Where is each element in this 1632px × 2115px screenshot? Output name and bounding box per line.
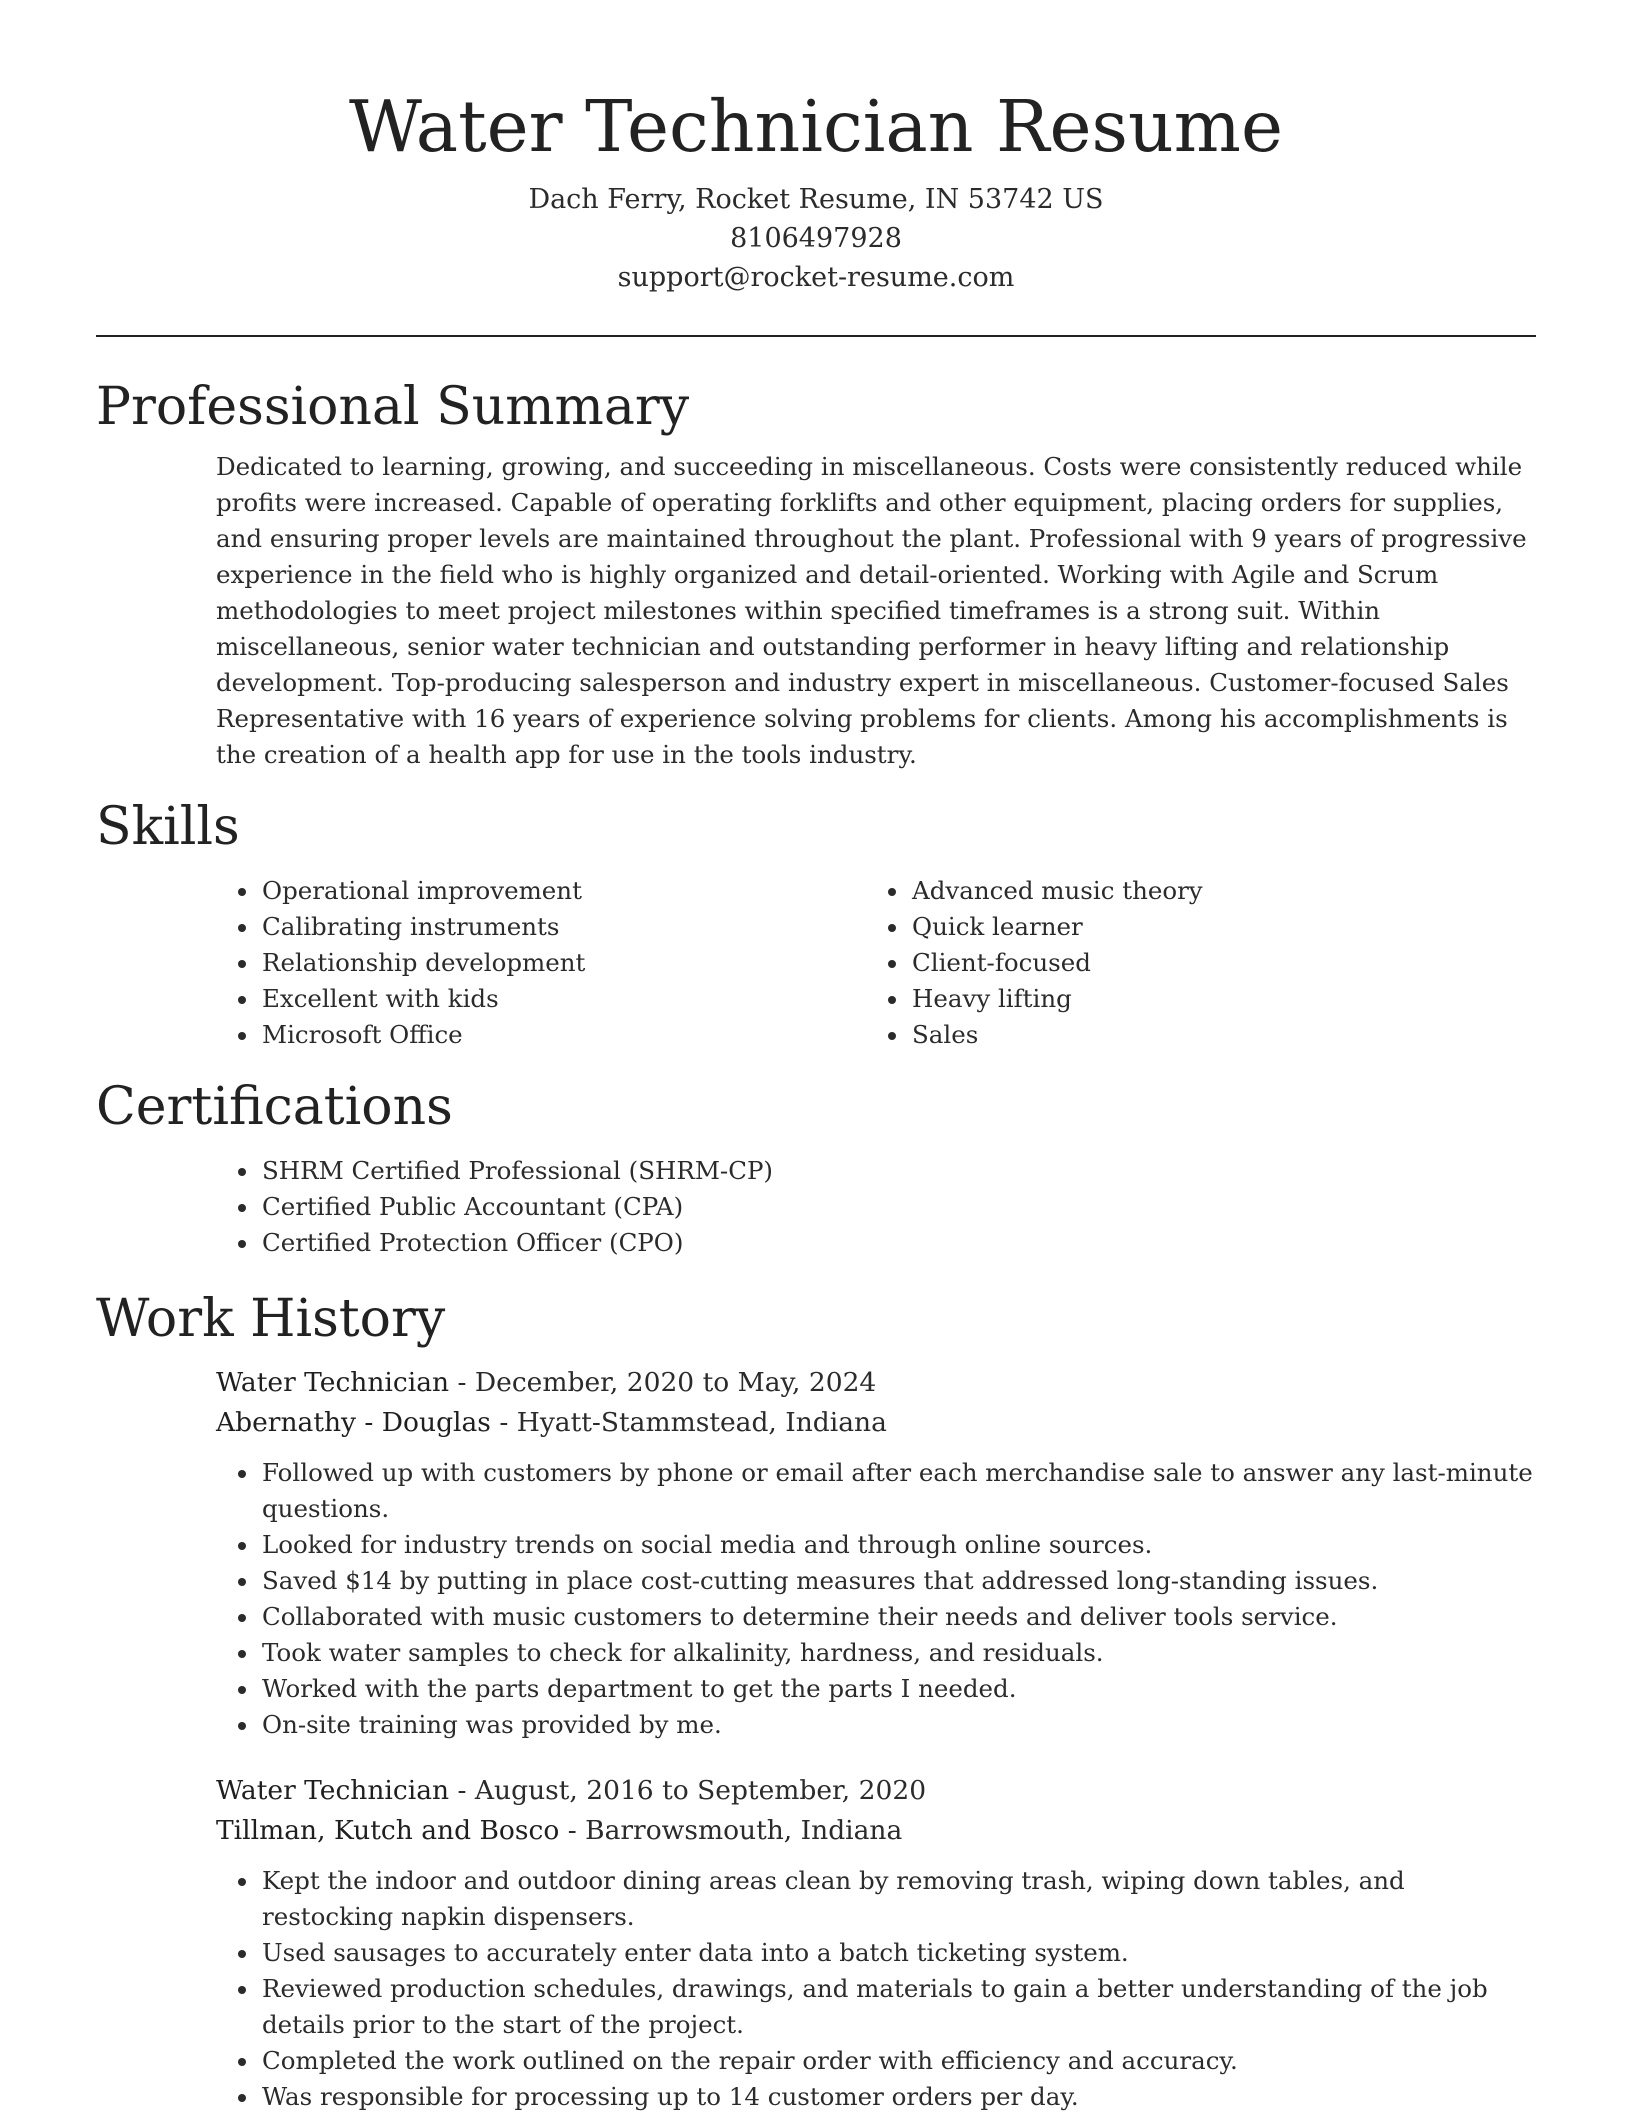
job-company-line — [216, 1403, 1536, 1443]
job-entry — [96, 1363, 1536, 1743]
skills-list-left — [0, 873, 746, 1053]
certifications-section — [96, 1075, 1536, 1261]
summary-section — [96, 375, 1536, 773]
job-dates: - December, 2020 to May, 2024 — [449, 1367, 877, 1398]
work-history-heading: Work History — [96, 1289, 446, 1349]
resume-title: Water Technician Resume — [348, 85, 1284, 168]
job-title: Water Technician — [216, 1775, 450, 1806]
skills-list-right — [746, 873, 1346, 1053]
skills-grid — [96, 873, 1536, 1053]
job-title-line — [216, 1771, 1536, 1811]
certifications-list — [96, 1153, 1536, 1261]
job-company-line — [216, 1811, 1536, 1851]
summary-text: Dedicated to learning, growing, and succeeding in miscellaneous. Costs were consistently reduced while profits were increased. Capable of operating forklifts and other equipment, placing orders for supplies, and ensuring proper levels are maintained throughout the plant. Professional with 9 years of progressive experience in the field who is highly organized and detail-oriented. Working with Agile and Scrum methodologies to meet project milestones within specified timeframes is a strong suit. Within miscellaneous, senior water technician and outstanding performer in heavy lifting and relationship development. Top-producing salesperson and industry expert in miscellaneous. Customer-focused Sales Representative with 16 years of experience solving problems for clients. Among his accomplishments is the creation of a health app for use in the tools industry. — [216, 452, 1527, 769]
job-duty-item: • Saved $14 by putting in place cost-cutting measures that addressed long-standing issues. — [260, 1563, 1536, 1599]
certification-item: • Certified Public Accountant (CPA) — [260, 1189, 1536, 1225]
skill-item: • Calibrating instruments — [260, 909, 746, 945]
job-location: - Hyatt-Stammstead, Indiana — [490, 1407, 887, 1438]
job-duty-item: • Collaborated with music customers to determine their needs and deliver tools service. — [260, 1599, 1536, 1635]
job-duties-list — [96, 1863, 1536, 2115]
job-duty-item: • Followed up with customers by phone or email after each merchandise sale to answer any last-minute questions. — [260, 1455, 1536, 1527]
skill-item: • Microsoft Office — [260, 1017, 746, 1053]
job-duty-item: • On-site training was provided by me. — [260, 1707, 1536, 1743]
skill-item: • Client-focused — [910, 945, 1346, 981]
skills-column-left — [0, 873, 746, 1053]
skill-item: • Advanced music theory — [910, 873, 1346, 909]
resume-header — [0, 0, 1632, 297]
job-title: Water Technician — [216, 1367, 450, 1398]
job-duty-item: • Looked for industry trends on social media and through online sources. — [260, 1527, 1536, 1563]
job-company: Tillman, Kutch and Bosco — [216, 1815, 560, 1846]
skills-column-right — [746, 873, 1346, 1053]
skill-item: • Sales — [910, 1017, 1346, 1053]
header-divider — [96, 335, 1536, 337]
contact-address: Dach Ferry, Rocket Resume, IN 53742 US — [528, 184, 1104, 215]
skill-item: • Relationship development — [260, 945, 746, 981]
job-duty-item: • Took water samples to check for alkalinity, hardness, and residuals. — [260, 1635, 1536, 1671]
job-duty-item: • Completed the work outlined on the repair order with efficiency and accuracy. — [260, 2043, 1536, 2079]
job-company: Abernathy - Douglas — [216, 1407, 491, 1438]
job-duties-list — [96, 1455, 1536, 1743]
skill-item: • Heavy lifting — [910, 981, 1346, 1017]
skill-item: • Operational improvement — [260, 873, 746, 909]
certifications-heading: Certifications — [96, 1077, 453, 1137]
job-dates: - August, 2016 to September, 2020 — [449, 1775, 927, 1806]
job-duty-item: • Worked with the parts department to get the parts I needed. — [260, 1671, 1536, 1707]
summary-heading: Professional Summary — [96, 377, 690, 437]
skill-item: • Excellent with kids — [260, 981, 746, 1017]
job-duty-item: • Used sausages to accurately enter data into a batch ticketing system. — [260, 1935, 1536, 1971]
job-location: - Barrowsmouth, Indiana — [559, 1815, 903, 1846]
job-entry — [96, 1771, 1536, 2115]
certification-item: • SHRM Certified Professional (SHRM-CP) — [260, 1153, 1536, 1189]
contact-info — [0, 180, 1632, 297]
skill-item: • Quick learner — [910, 909, 1346, 945]
skills-section — [96, 795, 1536, 1053]
certification-item: • Certified Protection Officer (CPO) — [260, 1225, 1536, 1261]
job-duty-item: • Was responsible for processing up to 14 customer orders per day. — [260, 2079, 1536, 2115]
job-duty-item: • Kept the indoor and outdoor dining areas clean by removing trash, wiping down tables, and restocking napkin dispensers. — [260, 1863, 1536, 1935]
job-duty-item: • Reviewed production schedules, drawings, and materials to gain a better understanding of the job details prior to the start of the project. — [260, 1971, 1536, 2043]
work-history-section — [96, 1287, 1536, 2115]
skills-heading: Skills — [96, 797, 240, 857]
contact-email: support@rocket-resume.com — [617, 262, 1015, 293]
job-title-line — [216, 1363, 1536, 1403]
contact-phone: 8106497928 — [730, 223, 902, 254]
